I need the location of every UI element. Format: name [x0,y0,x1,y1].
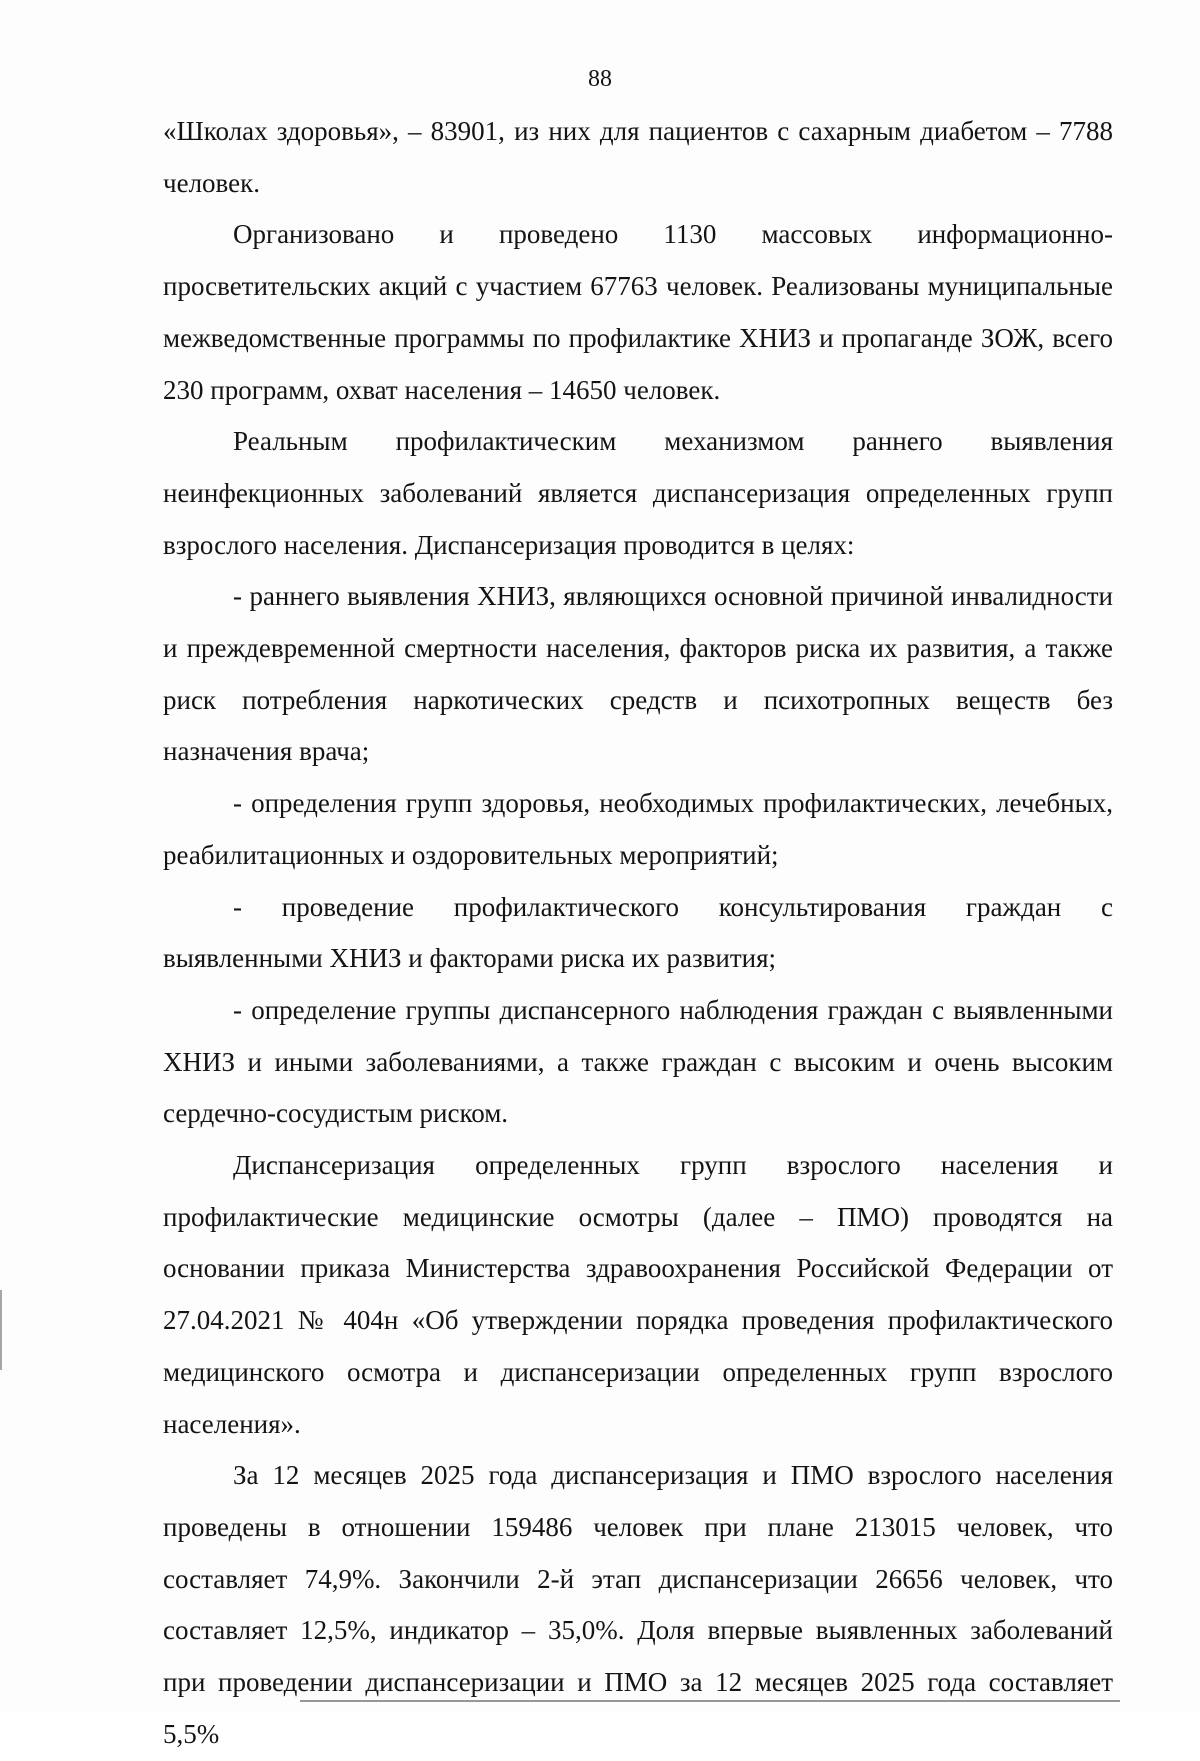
paragraph-results-2025: За 12 месяцев 2025 года диспансеризация и ПМО взрослого населения проведены в отношении 159486 человек при плане 213015 человек, что составляет 74,9%. Закончили 2-й этап диспансеризации 26656 человек, что составляет 12,5%, индикатор – 35,0%. Доля впервые выявленных заболеваний при проведении диспансеризации и ПМО за 12 месяцев 2025 года составляет 5,5% [163,1460,1113,1749]
paragraph-mass-events: Организовано и проведено 1130 массовых информационно-просветительских акций с участием 67763 человек. Реализованы муниципальные межведомственные программы по профилактике ХНИЗ и пропаганде ЗОЖ, всего 230 программ, охват населения – 14650 человек. [163,219,1113,405]
document-body [163,106,1113,1761]
list-item-consulting: - проведение профилактического консультирования граждан с выявленными ХНИЗ и факторами риска их развития; [163,891,1113,974]
paragraph-continuation: «Школах здоровья», – 83901, из них для пациентов с сахарным диабетом – 7788 человек. [163,116,1113,198]
paragraph-dispensarization-intro: Реальным профилактическим механизмом раннего выявления неинфекционных заболеваний является диспансеризация определенных групп взрослого населения. Диспансеризация проводится в целях: [163,426,1113,560]
list-item-early-detection: - раннего выявления ХНИЗ, являющихся основной причиной инвалидности и преждевременной смертности населения, факторов риска их развития, а также риск потребления наркотических средств и психотропных веществ без назначения врача; [163,581,1113,767]
page-number: 88 [588,66,612,92]
list-item-observation-group: - определение группы диспансерного наблюдения граждан с выявленными ХНИЗ и иными заболеваниями, а также граждан с высоким и очень высоким сердечно-сосудистым риском. [163,994,1113,1129]
scan-bottom-line [300,1700,1120,1702]
scan-edge-mark [0,1290,2,1370]
list-item-health-groups: - определения групп здоровья, необходимых профилактических, лечебных, реабилитационных и оздоровительных мероприятий; [163,788,1113,870]
paragraph-legal-basis: Диспансеризация определенных групп взрослого населения и профилактические медицинские осмотры (далее – ПМО) проводятся на основании приказа Министерства здравоохранения Российской Федерации от 27.04.2021 № 404н «Об утверждении порядка проведения профилактического медицинского осмотра и диспансеризации определенных групп взрослого населения». [163,1150,1113,1439]
